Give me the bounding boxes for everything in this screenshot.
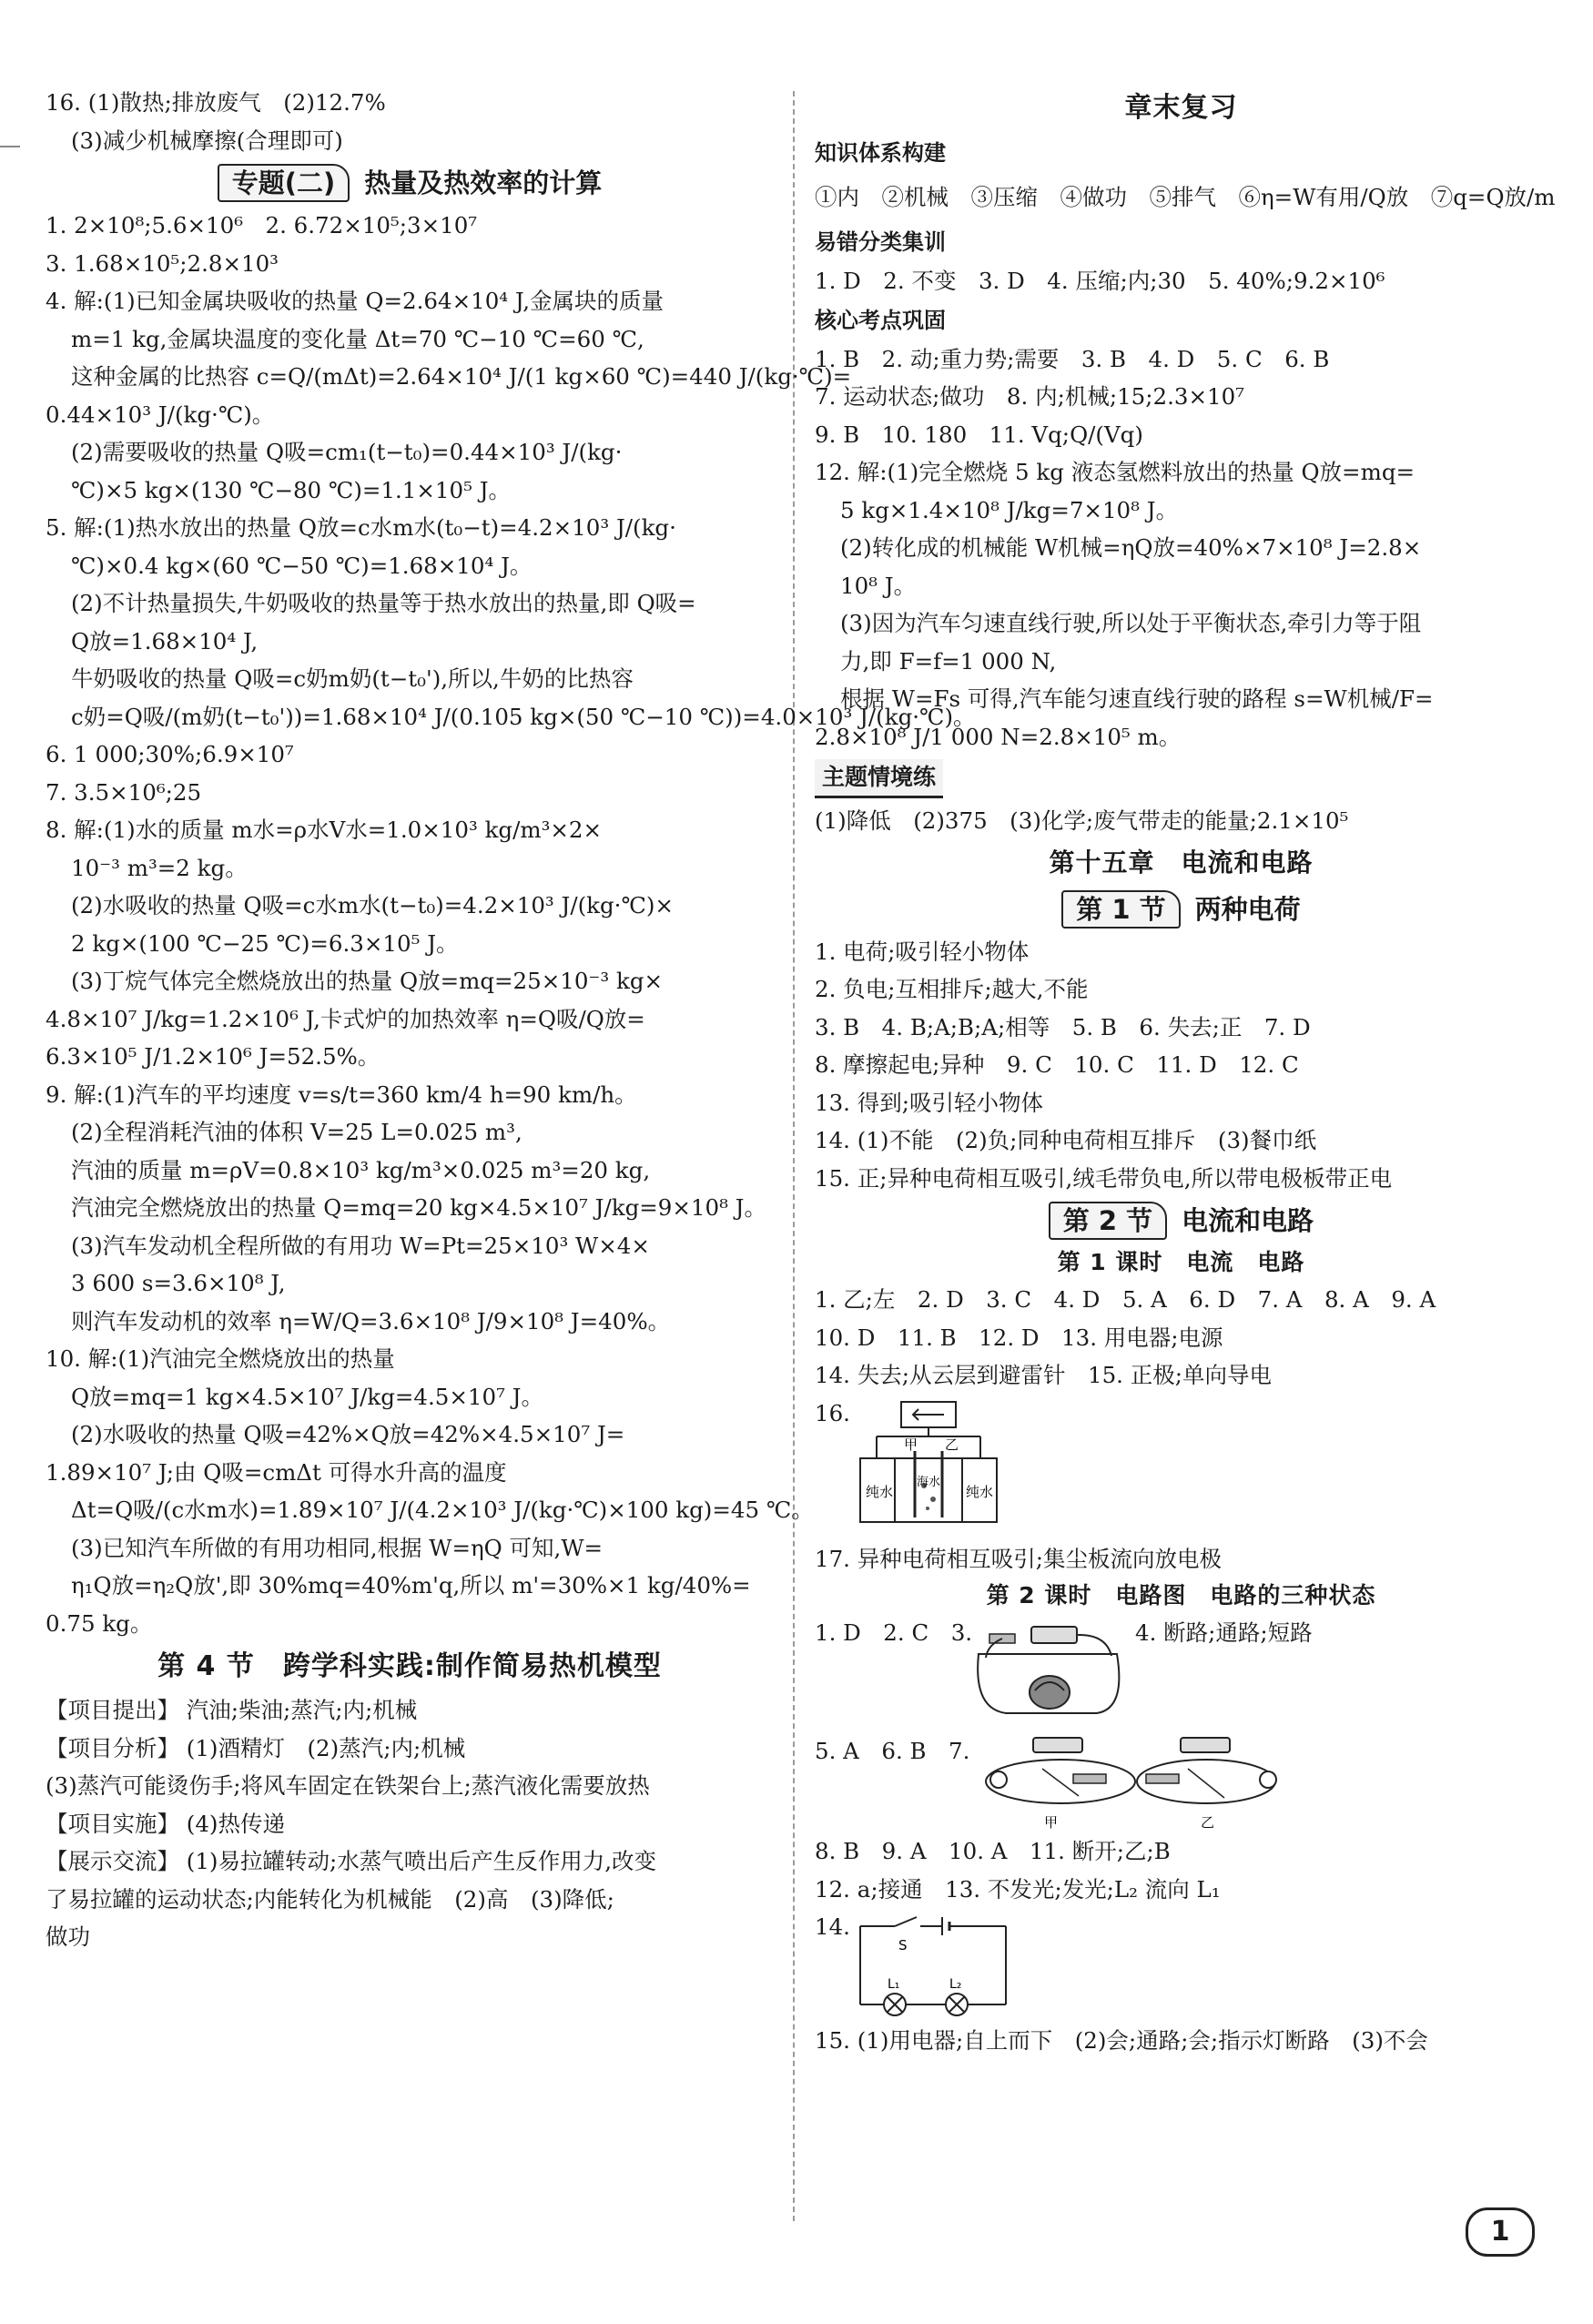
answer-line: 9. B 10. 180 11. Vq;Q/(Vq) [815, 421, 1143, 448]
answer-line: Q放=1.68×10⁴ J, [71, 627, 259, 655]
answer-line: 0.75 kg。 [46, 1609, 153, 1637]
answer-line: 14. 失去;从云层到避雷针 15. 正极;单向导电 [815, 1362, 1273, 1388]
answer-line: 4.8×10⁷ J/kg=1.2×10⁶ J,卡式炉的加热效率 η=Q吸/Q放= [46, 1005, 645, 1032]
q14-block [815, 1908, 1547, 2022]
answer-line: (3)蒸汽可能烫伤手;将风车固定在铁架台上;蒸汽液化需要放热 [46, 1772, 650, 1799]
answer-line: (3)汽车发动机全程所做的有用功 W=Pt=25×10³ W×4× [71, 1232, 650, 1259]
answer-line: 做功 [46, 1923, 90, 1950]
answer-line: 2.8×10⁸ J/1 000 N=2.8×10⁵ m。 [815, 723, 1182, 750]
lesson-2-answers [815, 1832, 1547, 1908]
answer-line: 1. 乙;左 2. D 3. C 4. D 5. A 6. D 7. A 8. A 9. A [815, 1286, 1436, 1313]
q3-circuit-diagram [969, 1618, 1133, 1731]
answer-line: 17. 异种电荷相互吸引;集尘板流向放电极 [815, 1545, 1223, 1572]
answer-line: 力,即 F=f=1 000 N, [840, 647, 1057, 675]
fig7-label-yi: 乙 [1201, 1814, 1215, 1831]
answer-line: 1. 电荷;吸引轻小物体 [815, 938, 1030, 965]
section-2-banner [815, 1197, 1547, 1244]
answer-line: 8. 摩擦起电;异种 9. C 10. C 11. D 12. C [815, 1051, 1299, 1078]
q16-diagram [851, 1395, 1033, 1540]
section-1-title: 两种电荷 [1194, 893, 1301, 925]
section-1-tag: 第 1 节 [1061, 890, 1180, 929]
answer-line: 13. 得到;吸引轻小物体 [815, 1089, 1044, 1116]
q14-label: 14. [815, 1913, 850, 1940]
answer-line: 12. a;接通 13. 不发光;发光;L₂ 流向 L₁ [815, 1875, 1221, 1903]
core-answers [815, 340, 1547, 756]
subheading-core: 核心考点巩固 [815, 307, 946, 333]
subheading-errors: 易错分类集训 [815, 229, 946, 255]
q16-label-jia: 甲 [904, 1436, 918, 1453]
q14-lamp2-label: L₂ [949, 1977, 962, 1992]
answer-line: 3. 1.68×10⁵;2.8×10³ [46, 249, 279, 277]
answer-line: 14. (1)不能 (2)负;同种电荷相互排斥 (3)餐巾纸 [815, 1127, 1317, 1153]
q16-cell-a: 纯水 [866, 1483, 894, 1500]
subheading-theme: 主题情境练 [815, 759, 943, 798]
topic-title: 热量及热效率的计算 [364, 167, 603, 198]
column-divider [793, 91, 795, 2221]
answer-line: 15. 正;异种电荷相互吸引,绒毛带负电,所以带电极板带正电 [815, 1164, 1393, 1192]
answer-line: 15. (1)用电器;自上而下 (2)会;通路;会;指示灯断路 (3)不会 [815, 2027, 1428, 2054]
answer-line: 牛奶吸收的热量 Q吸=c奶m奶(t−t₀'),所以,牛奶的比热容 [71, 665, 634, 692]
answer-line: 10⁸ J。 [840, 572, 917, 599]
chapter-review-title: 章末复习 [1124, 92, 1238, 124]
answer-line: 5 kg×1.4×10⁸ J/kg=7×10⁸ J。 [840, 496, 1179, 523]
q14-circuit-diagram [851, 1913, 1033, 2023]
section-4-title: 第 4 节 跨学科实践:制作简易热机模型 [157, 1650, 662, 1682]
q16-cell-b: 海水 [917, 1475, 941, 1489]
q7-circuit-diagrams [979, 1732, 1279, 1832]
fig7-label-jia: 甲 [1044, 1814, 1059, 1831]
lesson-1-title: 第 1 课时 电流 电路 [1057, 1249, 1305, 1275]
answer-line: 汽油的质量 m=ρV=0.8×10³ kg/m³×0.025 m³=20 kg, [71, 1156, 651, 1183]
answer-line: 7. 运动状态;做功 8. 内;机械;15;2.3×10⁷ [815, 383, 1245, 410]
answer-line: (3)丁烷气体完全燃烧放出的热量 Q放=mq=25×10⁻³ kg× [71, 968, 664, 994]
answer-line: m=1 kg,金属块温度的变化量 Δt=70 ℃−10 ℃=60 ℃, [71, 325, 644, 352]
answer-line: 3. B 4. B;A;B;A;相等 5. B 6. 失去;正 7. D [815, 1013, 1311, 1040]
answer-line: (2)转化成的机械能 W机械=ηQ放=40%×7×10⁸ J=2.8× [840, 534, 1422, 561]
section-1-banner [815, 886, 1547, 933]
answer-line: 【展示交流】 (1)易拉罐转动;水蒸气喷出后产生反作用力,改变 [46, 1848, 657, 1874]
answer-line: c奶=Q吸/(m奶(t−t₀'))=1.68×10⁴ J/(0.105 kg×(50 ℃−10 ℃))=4.0×10³ J/(kg·℃)。 [71, 703, 976, 730]
answer-line: Q放=mq=1 kg×4.5×10⁷ J/kg=4.5×10⁷ J。 [71, 1383, 543, 1410]
answer-line: 5. 解:(1)热水放出的热量 Q放=c水m水(t₀−t)=4.2×10³ J/(kg· [46, 514, 676, 541]
answer-line: 2 kg×(100 ℃−25 ℃)=6.3×10⁵ J。 [71, 929, 459, 957]
knowledge-line: ①内 ②机械 ③压缩 ④做功 ⑤排气 ⑥η=W有用/Q放 ⑦q=Q放/m [815, 184, 1556, 210]
answers-16 [46, 84, 774, 159]
q1-4-block [815, 1614, 1547, 1732]
answer-line: 10⁻³ m³=2 kg。 [71, 854, 248, 881]
answer-line: (2)不计热量损失,牛奶吸收的热量等于热水放出的热量,即 Q吸= [71, 590, 696, 616]
margin-mark [0, 146, 20, 147]
page-number: 1 [1466, 2207, 1535, 2257]
answer-line: 0.44×10³ J/(kg·℃)。 [46, 401, 275, 428]
errors-line: 1. D 2. 不变 3. D 4. 压缩;内;30 5. 40%;9.2×10⁶ [815, 268, 1385, 294]
answer-line: 汽油完全燃烧放出的热量 Q=mq=20 kg×4.5×10⁷ J/kg=9×10⁸ J。 [71, 1194, 766, 1221]
q5-7-block [815, 1732, 1547, 1832]
answer-line: 2. 负电;互相排斥;越大,不能 [815, 976, 1089, 1002]
answer-line: 9. 解:(1)汽车的平均速度 v=s/t=360 km/4 h=90 km/h。 [46, 1081, 637, 1108]
answer-line: (3)因为汽车匀速直线行驶,所以处于平衡状态,牵引力等于阻 [840, 610, 1422, 636]
answer-line: 1.89×10⁷ J;由 Q吸=cmΔt 可得水升高的温度 [46, 1458, 507, 1486]
right-column [815, 84, 1556, 2060]
chapter-15-title: 第十五章 电流和电路 [1049, 847, 1314, 878]
q16-cell-c: 纯水 [966, 1483, 994, 1500]
answer-line: (3)已知汽车所做的有用功相同,根据 W=ηQ 可知,W= [71, 1534, 604, 1561]
answer-line: ℃)×0.4 kg×(60 ℃−50 ℃)=1.68×10⁴ J。 [71, 552, 533, 579]
answer-line: 6.3×10⁵ J/1.2×10⁶ J=52.5%。 [46, 1043, 380, 1070]
topic-banner [46, 159, 774, 207]
q16-figure [815, 1395, 1547, 1540]
answer-line: 根据 W=Fs 可得,汽车能匀速直线行驶的路程 s=W机械/F= [840, 685, 1434, 712]
answer-line: 这种金属的比热容 c=Q/(mΔt)=2.64×10⁴ J/(1 kg×60 ℃)=440 J/(kg·℃)= [71, 363, 852, 390]
section-1-answers [815, 933, 1547, 1198]
answer-line: 16. (1)散热;排放废气 (2)12.7% [46, 89, 386, 116]
answer-line: 【项目分析】 (1)酒精灯 (2)蒸汽;内;机械 [46, 1734, 466, 1761]
answer-line: (2)水吸收的热量 Q吸=c水m水(t−t₀)=4.2×10³ J/(kg·℃)× [71, 892, 674, 918]
answer-line: Δt=Q吸/(c水m水)=1.89×10⁷ J/(4.2×10³ J/(kg·℃)×100 kg)=45 ℃。 [71, 1497, 814, 1523]
answer-line: 则汽车发动机的效率 η=W/Q=3.6×10⁸ J/9×10⁸ J=40%。 [71, 1307, 671, 1335]
answer-line: 4. 断路;通路;短路 [1135, 1619, 1313, 1646]
lesson-2-title: 第 2 课时 电路图 电路的三种状态 [986, 1582, 1376, 1609]
q16-label: 16. [815, 1399, 850, 1426]
answer-line: 3 600 s=3.6×10⁸ J, [71, 1270, 286, 1296]
q14-lamp1-label: L₁ [888, 1977, 900, 1992]
answer-line: 6. 1 000;30%;6.9×10⁷ [46, 741, 294, 767]
section-2-title: 电流和电路 [1182, 1205, 1314, 1236]
subheading-knowledge: 知识体系构建 [815, 140, 946, 166]
answer-line: 1. 2×10⁸;5.6×10⁶ 2. 6.72×10⁵;3×10⁷ [46, 212, 478, 238]
section-4-answers [46, 1691, 774, 1956]
answer-line: 4. 解:(1)已知金属块吸收的热量 Q=2.64×10⁴ J,金属块的质量 [46, 288, 665, 314]
answer-line: 【项目提出】 汽油;柴油;蒸汽;内;机械 [46, 1697, 418, 1723]
answer-line: (2)水吸收的热量 Q吸=42%×Q放=42%×4.5×10⁷ J= [71, 1421, 625, 1447]
q16-label-yi: 乙 [945, 1436, 959, 1453]
section-2-tag: 第 2 节 [1049, 1202, 1167, 1240]
answer-line: (3)减少机械摩擦(合理即可) [71, 127, 343, 154]
theme-line: (1)降低 (2)375 (3)化学;废气带走的能量;2.1×10⁵ [815, 807, 1349, 834]
answer-line: 5. A 6. B 7. [815, 1738, 970, 1764]
answer-line: 1. D 2. C 3. [815, 1619, 973, 1646]
answer-line: ℃)×5 kg×(130 ℃−80 ℃)=1.1×10⁵ J。 [71, 476, 512, 503]
topic-tag: 专题(二) [218, 164, 350, 202]
answer-line: 10. D 11. B 12. D 13. 用电器;电源 [815, 1324, 1223, 1351]
answer-line: η₁Q放=η₂Q放',即 30%mq=40%m'q,所以 m'=30%×1 kg/40%= [71, 1572, 751, 1598]
answer-line: 【项目实施】 (4)热传递 [46, 1810, 285, 1837]
lesson-1-answers [815, 1281, 1547, 1395]
answer-line: 8. B 9. A 10. A 11. 断开;乙;B [815, 1838, 1171, 1864]
answer-line: (2)需要吸收的热量 Q吸=cm₁(t−t₀)=0.44×10³ J/(kg· [71, 439, 623, 465]
answer-line: 了易拉罐的运动状态;内能转化为机械能 (2)高 (3)降低; [46, 1885, 614, 1913]
answer-line: 12. 解:(1)完全燃烧 5 kg 液态氢燃料放出的热量 Q放=mq= [815, 459, 1415, 485]
answer-line: 10. 解:(1)汽油完全燃烧放出的热量 [46, 1345, 395, 1372]
answer-line: (2)全程消耗汽油的体积 V=25 L=0.025 m³, [71, 1119, 523, 1145]
answer-line: 7. 3.5×10⁶;25 [46, 778, 202, 806]
answer-line: 1. B 2. 动;重力势;需要 3. B 4. D 5. C 6. B [815, 345, 1330, 372]
answer-line: 8. 解:(1)水的质量 m水=ρ水V水=1.0×10³ kg/m³×2× [46, 817, 603, 843]
q14-switch-label: S [898, 1937, 908, 1954]
